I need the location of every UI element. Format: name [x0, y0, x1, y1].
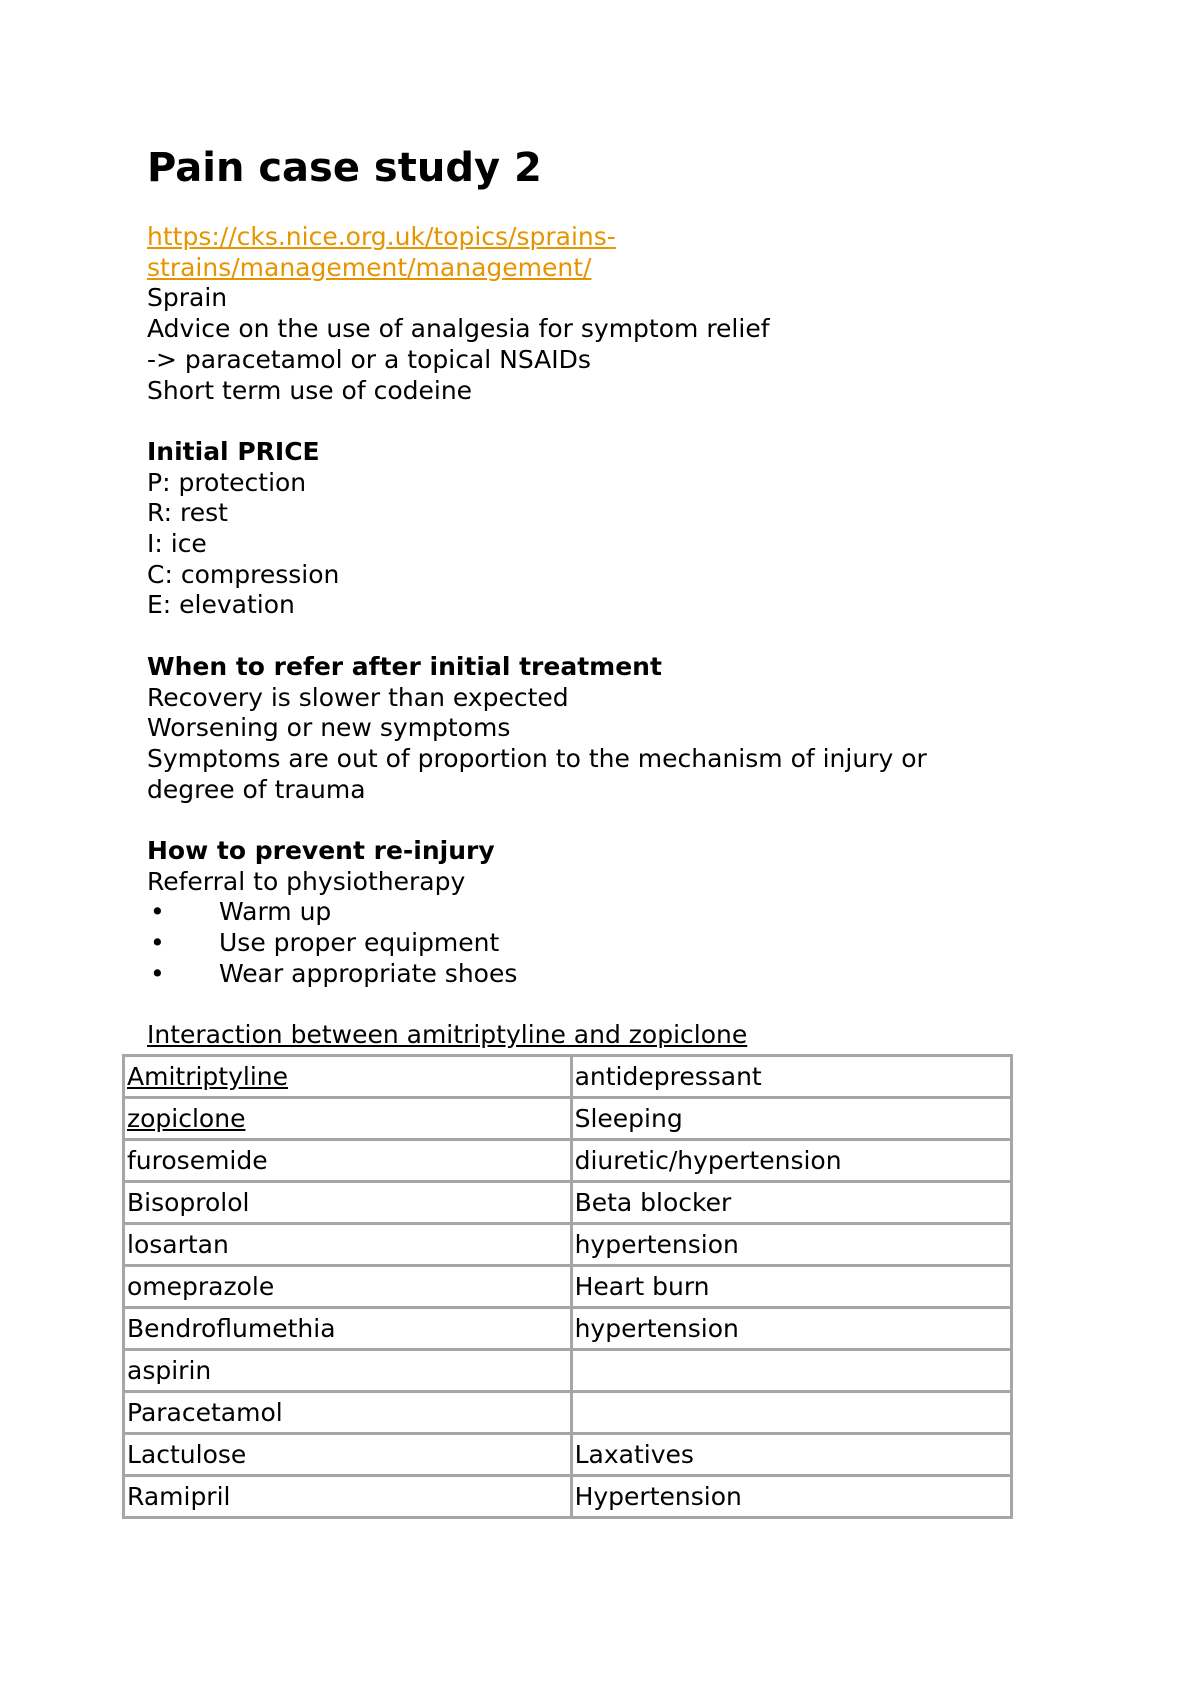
drug-use-cell: antidepressant [571, 1056, 1011, 1098]
price-item: P: protection [147, 467, 307, 497]
drug-use-cell [571, 1350, 1011, 1392]
table-row [124, 1434, 1012, 1476]
table-row [124, 1308, 1012, 1350]
document-body [147, 222, 1007, 1051]
link-line-1: https://cks.nice.org.uk/topics/sprains- [147, 222, 616, 251]
bullet-item [147, 959, 1007, 990]
price-item: R: rest [147, 498, 228, 528]
bullet-icon: • [150, 928, 165, 958]
drug-use-cell: Sleeping [571, 1098, 1011, 1140]
intro-line: Sprain [147, 283, 228, 313]
bullet-item [147, 897, 1007, 928]
drug-use-cell: hypertension [571, 1224, 1011, 1266]
spacer [147, 621, 1007, 652]
bullet-icon: • [150, 897, 165, 927]
prevent-heading: How to prevent re-injury [147, 836, 495, 866]
bullet-text: Warm up [219, 897, 332, 927]
nice-cks-link[interactable] [147, 222, 1007, 283]
drug-use-cell: Laxatives [571, 1434, 1011, 1476]
refer-item: Recovery is slower than expected [147, 682, 569, 712]
intro-line: Short term use of codeine [147, 375, 473, 405]
table-row [124, 1098, 1012, 1140]
spacer [147, 406, 1007, 437]
drug-name-cell: furosemide [124, 1140, 572, 1182]
drug-name-cell: Amitriptyline [124, 1056, 572, 1098]
spacer [147, 805, 1007, 836]
bullet-text: Wear appropriate shoes [219, 958, 518, 988]
drug-use-cell [571, 1392, 1011, 1434]
price-heading: Initial PRICE [147, 436, 320, 466]
drug-name-cell: Lactulose [124, 1434, 572, 1476]
table-row [124, 1224, 1012, 1266]
drug-use-cell: Beta blocker [571, 1182, 1011, 1224]
drug-name-cell: Ramipril [124, 1476, 572, 1518]
drug-name-cell: omeprazole [124, 1266, 572, 1308]
page-title: Pain case study 2 [147, 145, 542, 191]
drug-use-cell: Heart burn [571, 1266, 1011, 1308]
bullet-icon: • [150, 958, 165, 988]
table-row [124, 1266, 1012, 1308]
drug-name-cell: Bendroflumethia [124, 1308, 572, 1350]
prevent-intro: Referral to physiotherapy [147, 866, 466, 896]
table-row [124, 1350, 1012, 1392]
drug-table [122, 1054, 1013, 1519]
drug-use-cell: Hypertension [571, 1476, 1011, 1518]
table-row [124, 1056, 1012, 1098]
link-line-2: strains/management/management/ [147, 252, 592, 282]
spacer [147, 989, 1007, 1020]
refer-heading: When to refer after initial treatment [147, 651, 662, 681]
drug-name-cell: zopiclone [124, 1098, 572, 1140]
drug-use-cell: hypertension [571, 1308, 1011, 1350]
bullet-text: Use proper equipment [219, 928, 500, 958]
drug-name-cell: aspirin [124, 1350, 572, 1392]
price-item: E: elevation [147, 590, 295, 620]
price-item: C: compression [147, 559, 340, 589]
refer-item: Symptoms are out of proportion to the mechanism of injury or degree of trauma [147, 743, 927, 804]
drug-name-cell: Paracetamol [124, 1392, 572, 1434]
table-row [124, 1182, 1012, 1224]
interaction-heading: Interaction between amitriptyline and zopiclone [147, 1020, 748, 1050]
table-row [124, 1392, 1012, 1434]
bullet-item [147, 928, 1007, 959]
refer-item: Worsening or new symptoms [147, 713, 511, 743]
table-row [124, 1140, 1012, 1182]
table-row [124, 1476, 1012, 1518]
drug-name-cell: losartan [124, 1224, 572, 1266]
intro-line: -> paracetamol or a topical NSAIDs [147, 344, 591, 374]
drug-name-cell: Bisoprolol [124, 1182, 572, 1224]
intro-line: Advice on the use of analgesia for symptom relief [147, 314, 770, 344]
price-item: I: ice [147, 529, 207, 559]
drug-use-cell: diuretic/hypertension [571, 1140, 1011, 1182]
